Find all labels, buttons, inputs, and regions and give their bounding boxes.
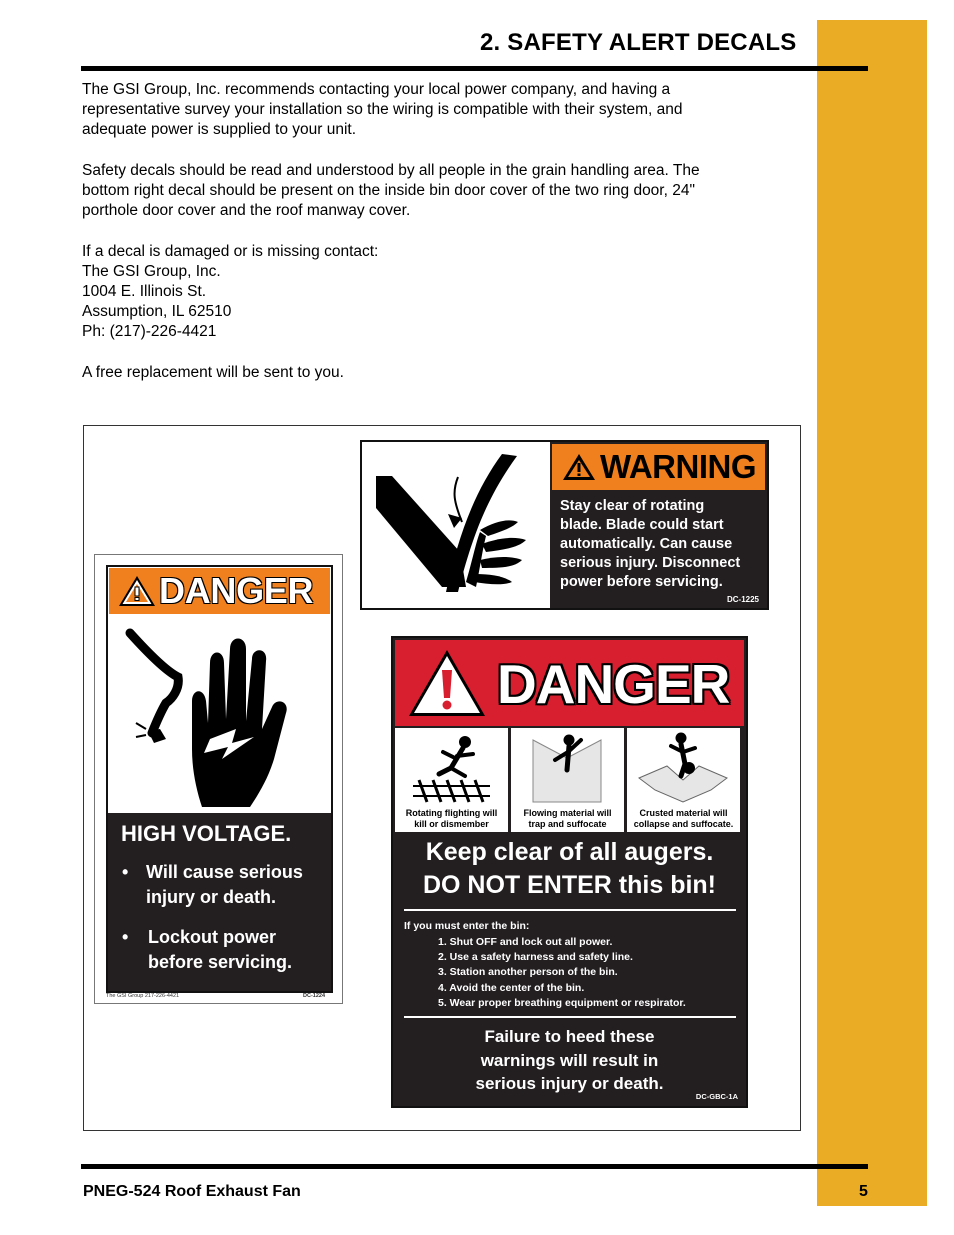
keep-line: DO NOT ENTER this bin! (422, 871, 717, 899)
body-text (82, 80, 782, 403)
alert-triangle-icon (561, 452, 597, 482)
warning-line: Stay clear of rotating (560, 498, 705, 514)
warning-text-panel (550, 442, 767, 608)
step-item: 1. Shut OFF and lock out all power. (438, 936, 613, 948)
paragraph-safety-decals (82, 161, 782, 222)
section-title: 2. SAFETY ALERT DECALS (480, 29, 797, 56)
top-rule (81, 66, 868, 71)
text-line: A free replacement will be sent to you. (82, 363, 344, 381)
caption-line: Rotating flighting will (405, 808, 498, 818)
text-line: Assumption, IL 62510 (82, 303, 232, 321)
caption-line: kill or dismember (414, 819, 489, 829)
caption-line: Crusted material will (639, 808, 728, 818)
keep-clear-message (393, 836, 746, 902)
rotating-blade-hand-icon (362, 442, 550, 608)
caption-line: trap and suffocate (528, 819, 607, 829)
decal-code: DC-1224 (303, 993, 326, 999)
panel-flowing-material (511, 728, 624, 832)
alert-triangle-icon (117, 574, 157, 608)
danger-header (109, 568, 330, 614)
high-voltage-decal-frame (94, 554, 343, 1004)
step-item: 3. Station another person of the bin. (438, 966, 618, 979)
panel-caption (395, 808, 508, 830)
text-line: Safety decals should be read and understood by all people in the grain handling area. The (82, 161, 700, 179)
paragraph-power-company (82, 80, 782, 141)
bullet-line: before servicing. (148, 952, 293, 972)
failure-warning (393, 1025, 746, 1096)
bin-danger-decal (391, 636, 748, 1108)
warning-header-text: WARNING (600, 448, 756, 485)
text-line: representative survey your installation so the wiring is compatible with their system, and (82, 101, 683, 119)
panel-rotating-flighting (395, 728, 508, 832)
auger-person-icon (395, 728, 508, 806)
panel-caption (511, 808, 624, 830)
divider (404, 1016, 736, 1018)
danger-header-text: DANGER (159, 570, 314, 611)
footer-doc-title: PNEG-524 Roof Exhaust Fan (83, 1183, 301, 1200)
panel-crusted-material (627, 728, 740, 832)
bullet: • (122, 862, 129, 882)
warning-line: serious injury. Disconnect (560, 555, 741, 571)
warning-line: power before servicing. (560, 574, 723, 590)
danger-header-text: DANGER (497, 653, 730, 715)
text-line: 1004 E. Illinois St. (82, 283, 207, 300)
step-item: 4. Avoid the center of the bin. (438, 981, 585, 994)
high-voltage-decal (106, 565, 333, 993)
sinking-person-icon (511, 728, 624, 806)
danger-header (395, 640, 744, 726)
electric-shock-hand-icon (108, 619, 331, 809)
warning-decal (360, 440, 769, 610)
text-line: adequate power is supplied to your unit. (82, 121, 357, 139)
bullet-line: injury or death. (146, 887, 277, 907)
bullet-line: Lockout power (148, 927, 277, 947)
keep-line: Keep clear of all augers. (425, 838, 714, 866)
enter-bin-steps (438, 935, 686, 1011)
page-number: 5 (859, 1183, 868, 1200)
warning-header (552, 444, 765, 490)
paragraph-contact (82, 242, 782, 343)
enter-bin-heading: If you must enter the bin: (404, 920, 530, 932)
bullet: • (122, 927, 129, 947)
collapsing-person-icon (627, 728, 740, 806)
step-item: 5. Wear proper breathing equipment or respirator. (438, 996, 686, 1009)
caption-line: collapse and suffocate. (633, 819, 734, 829)
decal-code: DC-1225 (726, 595, 759, 604)
text-line: porthole door cover and the roof manway cover. (82, 202, 411, 220)
text-line: Ph: (217)-226-4421 (82, 323, 217, 341)
fail-line: serious injury or death. (475, 1074, 664, 1093)
high-voltage-text-panel (108, 813, 331, 991)
paragraph-closing (82, 363, 782, 383)
panel-caption (627, 808, 740, 830)
warning-line: blade. Blade could start (560, 517, 724, 533)
decal-footer-company: The GSI Group 217-226-4421 (106, 993, 180, 999)
alert-triangle-icon (407, 648, 487, 718)
warning-message (560, 497, 760, 592)
bullet-line: Will cause serious (146, 862, 303, 882)
step-item: 2. Use a safety harness and safety line. (438, 951, 633, 964)
decal-code: DC-GBC-1A (695, 1092, 738, 1101)
caption-line: Flowing material will (523, 808, 612, 818)
fail-line: Failure to heed these (484, 1027, 655, 1046)
text-line: The GSI Group, Inc. (82, 262, 221, 280)
text-line: The GSI Group, Inc. recommends contacting your local power company, and having a (82, 81, 671, 98)
text-line: bottom right decal should be present on the inside bin door cover of the two ring door, 24" (82, 182, 695, 199)
high-voltage-title: HIGH VOLTAGE. (121, 821, 292, 846)
side-tab (817, 20, 927, 1206)
fail-line: warnings will result in (480, 1050, 659, 1070)
divider (404, 909, 736, 911)
text-line: If a decal is damaged or is missing contact: (82, 242, 379, 260)
bottom-rule (81, 1164, 868, 1169)
warning-line: automatically. Can cause (560, 536, 733, 552)
